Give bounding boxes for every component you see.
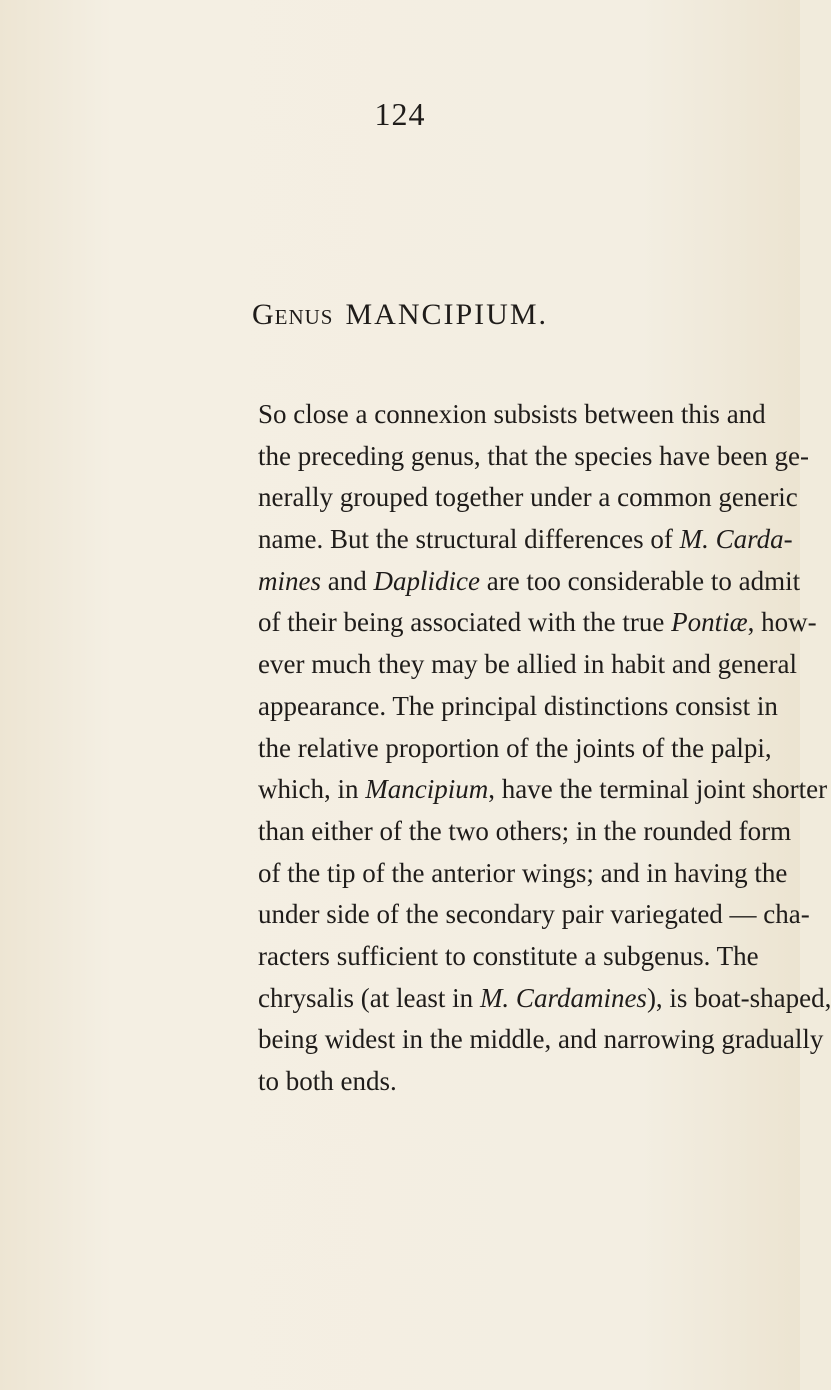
italic-text: Daplidice — [373, 565, 480, 596]
italic-text: mines — [258, 565, 321, 596]
line-text: nerally grouped together under a common generic — [258, 482, 798, 513]
line-text: of their being associated with the true — [258, 607, 672, 638]
line-text: which, in — [258, 774, 366, 805]
line-text: ), is boat-shaped, — [646, 982, 831, 1013]
text-line — [258, 477, 798, 519]
body-paragraph — [258, 394, 831, 1103]
text-line — [258, 394, 766, 436]
text-line — [258, 644, 798, 686]
line-text: and — [321, 565, 374, 596]
line-text: So close a connexion subsists between this and — [258, 399, 766, 429]
text-line — [258, 602, 817, 644]
line-text: ever much they may be allied in habit and general — [258, 649, 798, 680]
line-text: than either of the two others; in the rounded form — [258, 815, 792, 846]
text-line — [258, 436, 810, 478]
text-line — [258, 978, 831, 1020]
text-line — [258, 769, 828, 811]
line-text: under side of the secondary pair variegated — cha- — [258, 899, 810, 930]
line-text: chrysalis (at least in — [258, 982, 480, 1013]
line-text: , have the terminal joint shorter — [488, 774, 828, 805]
heading-name: MANCIPIUM. — [345, 298, 549, 331]
italic-text: Pontiæ — [671, 607, 748, 638]
line-text: , how- — [747, 607, 817, 638]
line-text: the relative proportion of the joints of the palpi, — [258, 732, 772, 763]
italic-text: Mancipium — [365, 774, 489, 805]
text-line — [258, 686, 778, 728]
line-text: being widest in the middle, and narrowing gradually — [258, 1024, 824, 1055]
page-number: 124 — [374, 96, 426, 132]
text-line — [258, 853, 788, 895]
line-text: are too considerable to admit — [479, 565, 801, 596]
text-line — [258, 519, 793, 561]
line-text: name. But the structural differences of — [258, 524, 680, 555]
heading-prefix: Genus — [251, 298, 334, 331]
text-line — [258, 728, 772, 770]
line-text: of the tip of the anterior wings; and in having the — [258, 857, 788, 888]
text-line — [258, 1061, 740, 1103]
line-text: racters sufficient to constitute a subgenus. The — [258, 940, 759, 971]
italic-text: M. Cardamines — [479, 982, 647, 1013]
line-text: appearance. The principal distinctions consist in — [258, 690, 778, 721]
text-line — [258, 894, 810, 936]
text-line — [258, 936, 759, 978]
text-line — [258, 1019, 824, 1061]
text-line — [258, 561, 801, 603]
line-text: the preceding genus, that the species have been ge- — [258, 440, 810, 471]
text-line — [258, 811, 792, 853]
italic-text: M. Carda- — [679, 524, 793, 555]
line-text: to both ends. — [258, 1066, 397, 1096]
section-heading — [0, 298, 800, 332]
